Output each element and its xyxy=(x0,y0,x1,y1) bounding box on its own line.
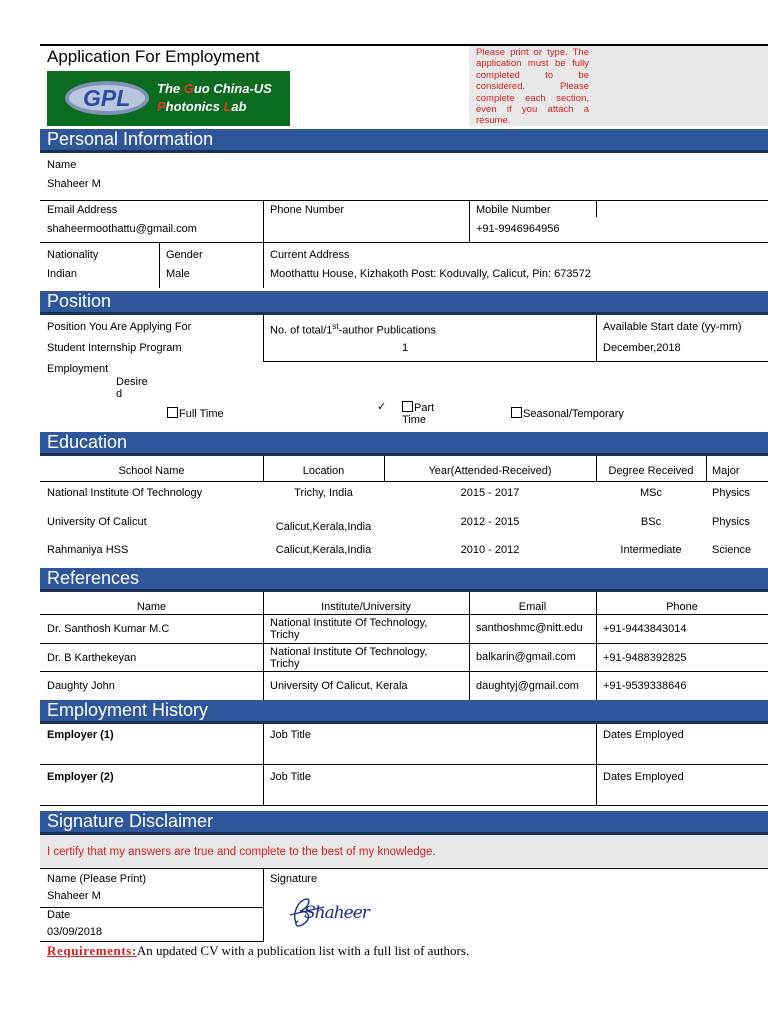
ref-col-email: Email xyxy=(518,601,547,613)
job-title-1-label: Job Title xyxy=(270,729,311,741)
print-name-value: Shaheer M xyxy=(47,890,101,902)
ref-institute: University Of Calicut, Kerala xyxy=(270,680,408,692)
ref-email: santhoshmc@nitt.edu xyxy=(476,622,583,634)
ref-phone: +91-9539338646 xyxy=(603,680,687,692)
edu-years: 2015 - 2017 xyxy=(460,487,520,499)
ref-phone: +91-9443843014 xyxy=(603,623,687,635)
edu-years: 2010 - 2012 xyxy=(460,544,520,556)
email-label: Email Address xyxy=(47,204,118,216)
part-time-checkbox[interactable] xyxy=(402,401,413,412)
section-position: Position xyxy=(40,291,768,315)
edu-location: Calicut,Kerala,India xyxy=(275,521,372,533)
edu-major: Physics xyxy=(712,516,750,528)
email-value: shaheermoothattu@gmail.com xyxy=(47,223,197,235)
start-date-value: December,2018 xyxy=(603,342,681,354)
edu-col-major: Major xyxy=(712,465,740,477)
part-time-label-2: Time xyxy=(402,414,427,426)
address-label: Current Address xyxy=(270,249,350,261)
name-label: Name xyxy=(47,159,77,171)
ref-col-institute: Institute/University xyxy=(321,601,411,613)
employment-desired-label-2: Desire xyxy=(116,376,148,388)
ref-institute: National Institute Of Technology, xyxy=(270,617,428,629)
edu-degree: MSc xyxy=(640,487,662,499)
instructions-notice xyxy=(469,46,768,126)
part-time-option[interactable]: Part xyxy=(402,401,434,415)
logo: GPL The Guo China-US Photonics Lab xyxy=(47,71,290,126)
dates-employed-1-label: Dates Employed xyxy=(603,729,684,741)
page-title: Application For Employment xyxy=(47,47,260,66)
start-date-label: Available Start date (yy-mm) xyxy=(603,321,742,333)
phone-label: Phone Number xyxy=(270,204,344,216)
ref-col-phone: Phone xyxy=(666,601,698,613)
employment-desired-label: Employment xyxy=(47,363,109,375)
ref-name: Dr. Santhosh Kumar M.C xyxy=(47,623,170,635)
section-education: Education xyxy=(40,432,768,456)
full-time-checkbox[interactable] xyxy=(167,407,178,418)
nationality-value: Indian xyxy=(47,268,77,280)
ref-col-name: Name xyxy=(136,601,167,613)
edu-degree: BSc xyxy=(640,516,662,528)
edu-col-school: School Name xyxy=(118,465,185,477)
ref-name: Daughty John xyxy=(47,680,115,692)
edu-school: National Institute Of Technology xyxy=(47,487,203,499)
print-name-label: Name (Please Print) xyxy=(47,873,147,885)
nationality-label: Nationality xyxy=(47,249,99,261)
section-personal-information: Personal Information xyxy=(40,129,768,153)
edu-col-years: Year(Attended-Received) xyxy=(428,465,552,477)
full-time-option[interactable]: Full Time xyxy=(167,407,224,421)
job-title-2-label: Job Title xyxy=(270,771,311,783)
requirements-text: An updated CV with a publication list with a full list of authors. xyxy=(136,943,470,958)
mobile-value: +91-9946964956 xyxy=(476,223,560,235)
section-signature-disclaimer: Signature Disclaimer xyxy=(40,811,768,835)
gender-value: Male xyxy=(166,268,190,280)
requirements-note xyxy=(47,943,469,958)
section-references: References xyxy=(40,568,768,592)
publications-value: 1 xyxy=(401,342,409,354)
edu-location: Calicut,Kerala,India xyxy=(275,544,372,556)
date-value: 03/09/2018 xyxy=(47,926,103,938)
employer-2-label: Employer (2) xyxy=(47,771,114,783)
section-employment-history: Employment History xyxy=(40,700,768,724)
edu-major: Science xyxy=(712,544,752,556)
edu-school: Rahmaniya HSS xyxy=(47,544,129,556)
handwritten-signature: Shaheer xyxy=(286,893,382,933)
ref-email: balkarin@gmail.com xyxy=(476,651,576,663)
ref-phone: +91-9488392825 xyxy=(603,652,687,664)
publications-label: No. of total/1st-author Publications xyxy=(270,322,436,337)
gender-label: Gender xyxy=(166,249,203,261)
mobile-label: Mobile Number xyxy=(476,204,551,216)
instructions-text: Please print or type. The application must be fully completed to be considered. Please complete each section, even if you attach a resume. xyxy=(476,47,589,127)
date-label: Date xyxy=(47,909,71,921)
dates-employed-2-label: Dates Employed xyxy=(603,771,684,783)
seasonal-checkbox[interactable] xyxy=(511,407,522,418)
certification-text: I certify that my answers are true and complete to the best of my knowledge. xyxy=(47,846,436,858)
requirements-label: Requirements: xyxy=(47,943,137,958)
edu-degree: Intermediate xyxy=(620,544,682,556)
employer-1-label: Employer (1) xyxy=(47,729,114,741)
ref-email: daughtyj@gmail.com xyxy=(476,680,579,692)
position-applying-value: Student Internship Program xyxy=(47,342,182,354)
edu-school: University Of Calicut xyxy=(47,516,147,528)
edu-location: Trichy, India xyxy=(294,487,353,499)
edu-col-location: Location xyxy=(302,465,345,477)
ref-institute-2: Trichy xyxy=(270,629,300,641)
edu-years: 2012 - 2015 xyxy=(460,516,520,528)
logo-initials: GPL xyxy=(83,85,131,111)
edu-col-degree: Degree Received xyxy=(608,465,694,477)
part-time-checkmark: ✓ xyxy=(377,401,387,413)
address-value: Moothattu House, Kizhakoth Post: Koduvally, Calicut, Pin: 673572 xyxy=(270,268,591,280)
signature-label: Signature xyxy=(270,873,318,885)
employment-desired-label-3: d xyxy=(116,388,123,400)
position-applying-label: Position You Are Applying For xyxy=(47,321,192,333)
ref-institute-2: Trichy xyxy=(270,658,300,670)
ref-institute: National Institute Of Technology, xyxy=(270,646,428,658)
seasonal-option[interactable]: Seasonal/Temporary xyxy=(511,407,624,421)
ref-name: Dr. B Karthekeyan xyxy=(47,652,137,664)
name-value: Shaheer M xyxy=(47,178,101,190)
edu-major: Physics xyxy=(712,487,750,499)
